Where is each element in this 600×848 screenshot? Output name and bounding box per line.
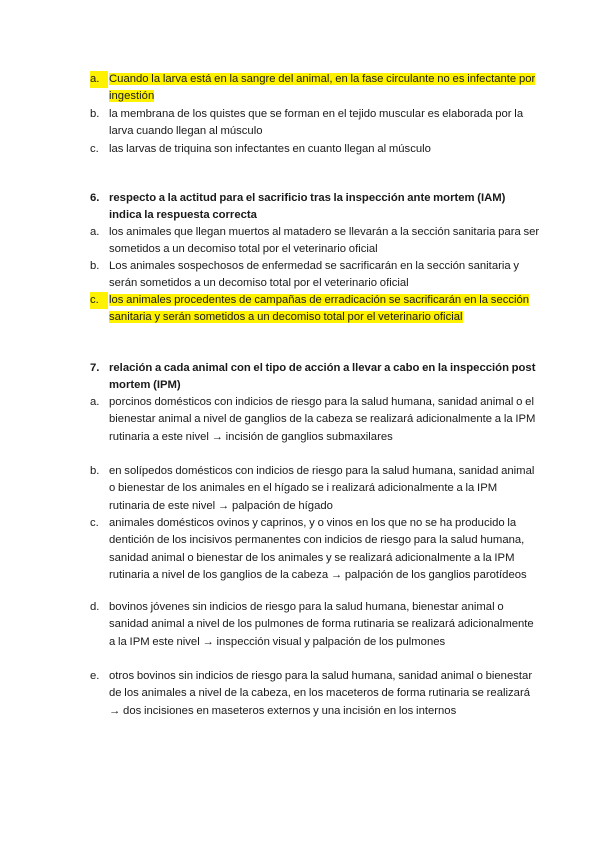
option-a-block1 — [90, 71, 540, 106]
option-text: en solípedos domésticos con indicios de riesgo para la salud humana, sanidad animal o bienestar de los animales en el hígado se i realizará adicionalmente a la IPM rutinaria de este nivel → palpación de hígado — [109, 465, 535, 512]
question-7 — [90, 360, 540, 395]
question-text: relación a cada animal con el tipo de acción a llevar a cabo en la inspección post mortem (IPM) — [109, 362, 536, 392]
option-marker: c. — [90, 517, 99, 529]
option-b-block1 — [90, 106, 540, 141]
option-text-highlighted: Cuando la larva está en la sangre del animal, en la fase circulante no es infectante por ingestión — [109, 73, 536, 103]
option-a-q6 — [90, 224, 540, 259]
option-text: bovinos jóvenes sin indicios de riesgo para la salud humana, bienestar animal o sanidad animal a nivel de los pulmones de forma rutinaria se realizará adicionalmente a la IPM este nivel → inspección visual y palpación de los pulmones — [109, 601, 534, 648]
option-marker: b. — [90, 465, 100, 477]
option-text: animales domésticos ovinos y caprinos, y o vinos en los que no se ha producido la dentición de los incisivos permanentes con indicios de riesgo para la salud humana, sanidad animal o bienestar de los animales y se realizará adicionalmente a la IPM rutinaria a nivel de los ganglios de la cabeza → palpación de los ganglios parotídeos — [109, 517, 527, 582]
option-marker: e. — [90, 670, 100, 682]
option-marker: c. — [90, 292, 108, 309]
option-text: Los animales sospechosos de enfermedad se sacrificarán en la sección sanitaria y serán sometidos a un decomiso total por el veterinario oficial — [109, 260, 520, 290]
option-text: la membrana de los quistes que se forman en el tejido muscular es elaborada por la larva cuando llegan al músculo — [109, 108, 524, 138]
option-d-q7 — [90, 599, 540, 651]
question-6 — [90, 190, 540, 225]
option-b-q6 — [90, 258, 540, 293]
option-text-highlighted: los animales procedentes de campañas de erradicación se sacrificarán en la sección sanitaria y serán sometidos a un decomiso total por el veterinario oficial — [109, 294, 530, 324]
option-marker: b. — [90, 260, 100, 272]
option-text: porcinos domésticos con indicios de riesgo para la salud humana, sanidad animal o el bienestar animal a nivel de ganglios de la cabeza se realizará adicionalmente a la IPM rutinaria a este nivel → incisión de ganglios submaxilares — [109, 396, 536, 443]
option-marker: d. — [90, 601, 100, 613]
option-marker: b. — [90, 108, 100, 120]
option-a-q7 — [90, 394, 540, 446]
option-marker: c. — [90, 143, 99, 155]
option-text: los animales que llegan muertos al matadero se llevarán a la sección sanitaria para ser sometidos a un decomiso total por el veterinario oficial — [109, 226, 540, 256]
option-marker: a. — [90, 71, 108, 88]
option-marker: a. — [90, 226, 100, 238]
option-c-q7 — [90, 515, 540, 585]
option-e-q7 — [90, 668, 540, 720]
option-marker: a. — [90, 396, 100, 408]
question-number: 6. — [90, 192, 100, 204]
question-text: respecto a la actitud para el sacrificio tras la inspección ante mortem (IAM) indica la respuesta correcta — [109, 192, 506, 222]
question-number: 7. — [90, 362, 100, 374]
option-text: las larvas de triquina son infectantes en cuanto llegan al músculo — [109, 143, 431, 155]
option-c-q6 — [90, 292, 540, 327]
option-text: otros bovinos sin indicios de riesgo para la salud humana, sanidad animal o bienestar de los animales a nivel de la cabeza, en los maceteros de forma rutinaria se realizará → dos incisiones en maseteros externos y una incisión en los internos — [109, 670, 533, 717]
option-c-block1 — [90, 141, 540, 158]
option-b-q7 — [90, 463, 540, 515]
